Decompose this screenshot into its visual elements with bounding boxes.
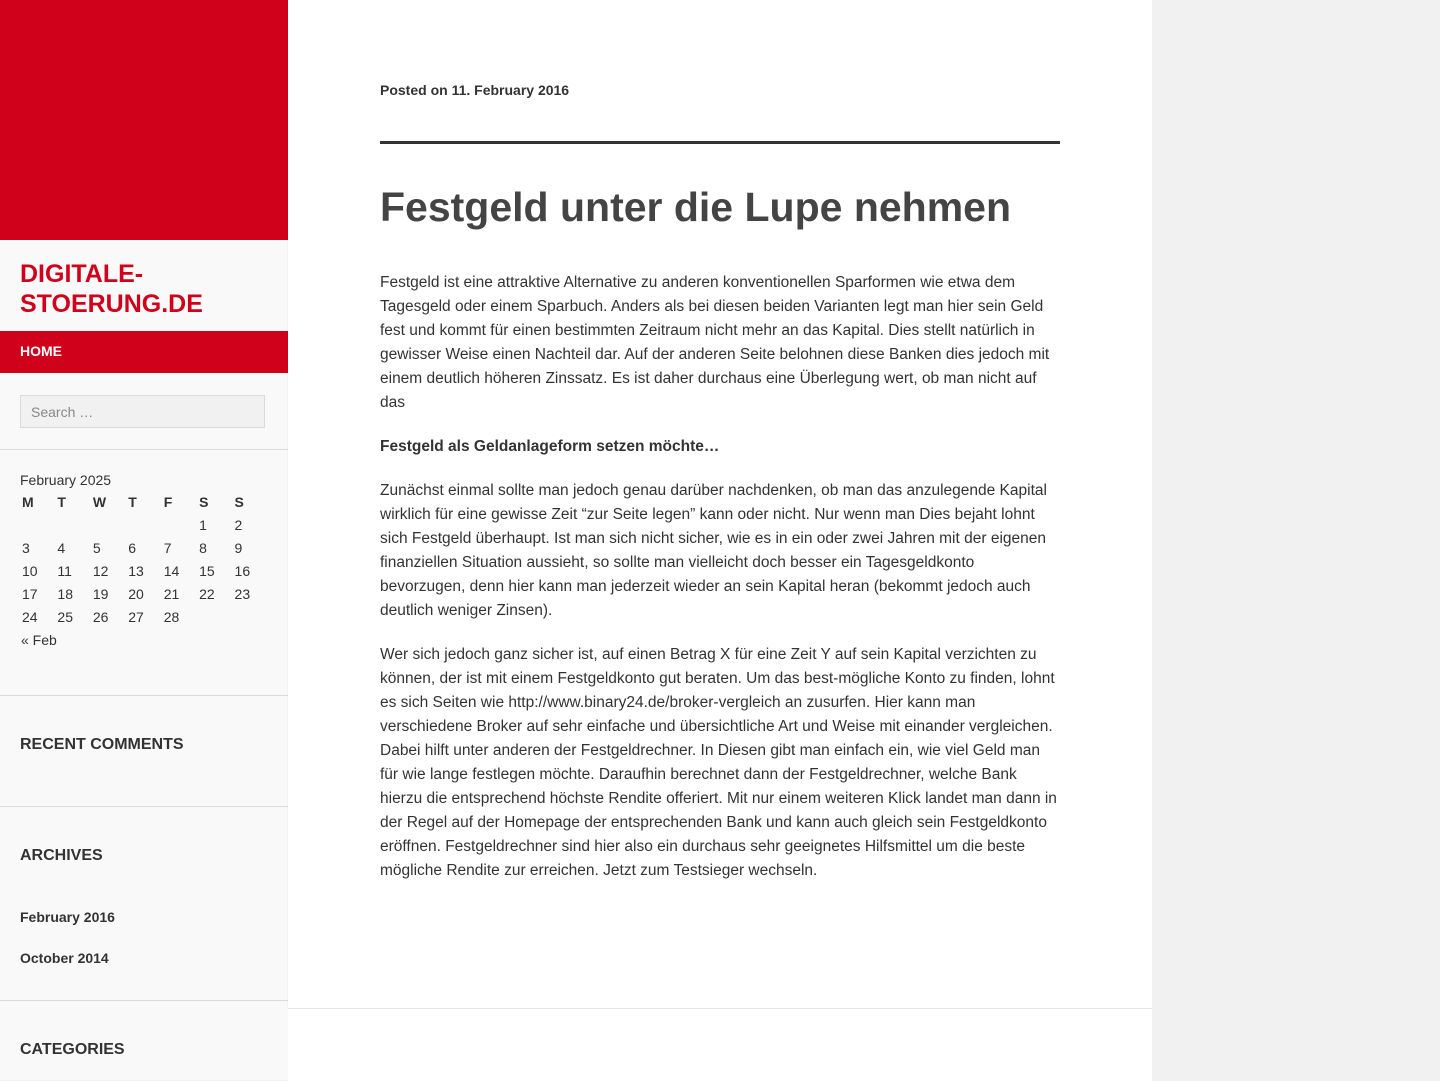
calendar-day: 12 (92, 563, 109, 579)
title-divider (380, 141, 1060, 144)
site-title[interactable] (0, 240, 288, 331)
calendar-day: 23 (234, 586, 251, 602)
archive-item (20, 950, 268, 966)
calendar-week-row (20, 609, 268, 632)
weekday-header: S (199, 494, 209, 510)
weekday-header: F (163, 494, 173, 510)
recent-comments-widget (0, 696, 288, 807)
archives-widget (0, 807, 288, 1001)
calendar-day (55, 517, 90, 540)
calendar-day: 10 (22, 563, 38, 579)
calendar-day (126, 517, 161, 540)
post-date-link[interactable]: 11. February 2016 (451, 82, 570, 98)
post-paragraph: Zunächst einmal sollte man jedoch genau darüber nachdenken, ob man das anzulegende Kapital wirklich für eine gewisse Zeit “zur Seite legen” kann oder nicht. Nur wenn man Dies bejaht lohnt sich Festgeld überhaupt. Ist man sich nicht sicher, wie es in ein oder zwei Jahren mit der eigenen finanziellen Situation aussieht, so sollte man vielleicht doch besser ein Tagesgeldkonto bevorzugen, denn hier kann man jederzeit wieder an sein Kapital heran (bekommt jedoch auch deutlich weniger Zinsen). (380, 482, 1047, 619)
sidebar (0, 0, 288, 1080)
calendar-day: 9 (234, 540, 243, 556)
calendar-day: 6 (128, 540, 137, 556)
weekday-header: W (92, 494, 107, 510)
calendar-day: 28 (163, 609, 180, 625)
categories-widget (0, 1001, 288, 1059)
calendar-day (233, 609, 268, 632)
calendar-week-row (20, 517, 268, 540)
calendar-day: 26 (92, 609, 109, 625)
archive-link[interactable]: February 2016 (20, 909, 115, 925)
calendar-day (197, 609, 232, 632)
calendar-week-row (20, 586, 268, 609)
weekday-header: T (57, 494, 66, 510)
search-input[interactable] (20, 395, 265, 428)
calendar-prev-month-link[interactable]: « Feb (21, 632, 57, 648)
calendar-day: 8 (199, 540, 207, 556)
calendar-day: 24 (22, 609, 38, 625)
archive-item (20, 909, 268, 925)
categories-title: CATEGORIES (20, 1041, 125, 1058)
calendar-day: 19 (92, 586, 109, 602)
main-navigation (0, 331, 288, 373)
calendar-week-row (20, 540, 268, 563)
weekday-header: M (22, 494, 34, 510)
recent-comments-title: RECENT COMMENTS (20, 736, 184, 753)
weekday-header: T (128, 494, 137, 510)
calendar-day: 20 (128, 586, 144, 602)
calendar-day (91, 517, 126, 540)
calendar-day (162, 517, 197, 540)
site-title-line2[interactable]: STOERUNG.DE (20, 290, 203, 318)
search-widget (0, 373, 288, 450)
calendar-table (20, 494, 268, 632)
main-content (288, 0, 1152, 1008)
weekday-header: S (234, 494, 244, 510)
calendar-caption: February 2025 (20, 472, 112, 488)
calendar-day: 7 (163, 540, 172, 556)
calendar-day: 5 (92, 540, 101, 556)
archive-link[interactable]: October 2014 (20, 950, 109, 966)
header-image (0, 0, 288, 240)
page-background-right (1152, 0, 1440, 1080)
post-paragraph: Wer sich jedoch ganz sicher ist, auf einen Betrag X für eine Zeit Y auf sein Kapital verzichten zu können, der ist mit einem Festgeldkonto gut beraten. Um das best-mögliche Konto zu finden, lohnt es sich Seiten wie http://www.binary24.de/broker-vergleich an zusurfen. Hier kann man verschiedene Broker auf sehr einfache und übersichtliche Art und Weise mit einander vergleichen. Dabei hilft unter anderen der Festgeldrechner. In Diesen gibt man einfach ein, wie viel Geld man für wie lange festlegen möchte. Daraufhin berechnet dann der Festgeldrechner, welche Bank hierzu die entsprechend höchste Rendite offeriert. Mit nur einem weiteren Klick landet man dann in der Regel auf der Homepage der entsprechenden Bank und kann auch gleich sein Festgeldkonto eröffnen. Festgeldrechner sind hier also ein durchaus sehr geeignetes Hilfsmittel um die beste mögliche Rendite zur erreichen. Jetzt zum Testsieger wechseln. (380, 646, 1057, 879)
calendar-day (20, 517, 55, 540)
calendar-day: 27 (128, 609, 144, 625)
calendar-day: 16 (234, 563, 251, 579)
calendar-day: 4 (57, 540, 66, 556)
site-title-line1[interactable]: DIGITALE- (20, 260, 144, 288)
calendar-day: 25 (57, 609, 73, 625)
calendar-day: 22 (199, 586, 215, 602)
calendar-day: 15 (199, 563, 215, 579)
calendar-day: 18 (57, 586, 73, 602)
archives-list (20, 909, 268, 966)
calendar-day: 2 (234, 517, 243, 533)
calendar-day: 1 (199, 517, 207, 533)
calendar-widget (0, 450, 288, 696)
calendar-day: 14 (163, 563, 180, 579)
calendar-weekday-row (20, 494, 268, 517)
next-post-area (288, 1008, 1152, 1081)
calendar-week-row (20, 563, 268, 586)
post-subheading: Festgeld als Geldanlageform setzen möchte… (380, 438, 720, 455)
post-paragraph: Festgeld ist eine attraktive Alternative zu anderen konventionellen Sparformen wie etwa dem Tagesgeld oder einem Sparbuch. Anders als bei diesen beiden Varianten legt man hier sein Geld fest und kommt für einen bestimmten Zeitraum nicht mehr an das Kapital. Dies stellt natürlich in gewisser Weise einen Nachteil dar. Auf der anderen Seite belohnen diese Banken dies jedoch mit einem deutlich höheren Zinssatz. Es ist daher durchaus eine Überlegung wert, ob man nicht auf das (380, 274, 1050, 411)
posted-on-label: Posted on (380, 82, 448, 98)
calendar-day: 17 (22, 586, 38, 602)
nav-item-home[interactable]: HOME (20, 343, 62, 359)
post-content (380, 271, 1060, 903)
calendar-day: 3 (22, 540, 30, 556)
calendar-day: 21 (163, 586, 180, 602)
entry-meta (380, 82, 569, 98)
archives-title: ARCHIVES (20, 847, 103, 864)
calendar-day: 13 (128, 563, 144, 579)
calendar-day: 11 (57, 563, 72, 579)
post-title: Festgeld unter die Lupe nehmen (380, 184, 1012, 230)
